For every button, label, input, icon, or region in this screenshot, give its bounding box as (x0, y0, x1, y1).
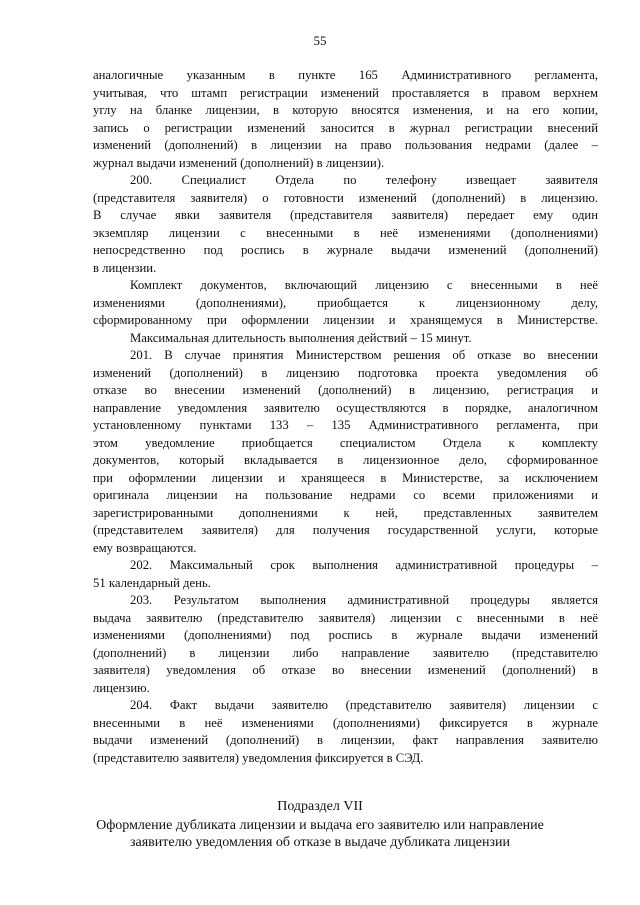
text-line: выдача заявителю (представителю заявителя) лицензии с внесенными в неё (93, 610, 598, 625)
text-line: отказе во внесении изменений (дополнений) в лицензию, регистрация и (93, 383, 598, 397)
body-text (93, 67, 598, 767)
text-line: заявителя) уведомления об отказе во внесении изменений (дополнений) в (93, 663, 598, 677)
subsection-subtitle-line-2: заявителю уведомления об отказе в выдаче дубликата лицензии (129, 835, 511, 850)
text-line: Комплект документов, включающий лицензию с внесенными в неё (130, 278, 598, 292)
text-line: 202. Максимальный срок выполнения административной процедуры – (130, 558, 598, 572)
text-line: В случае явки заявителя (представителя заявителя) передает ему один (93, 208, 598, 222)
text-line: 204. Факт выдачи заявителю (представителю заявителя) лицензии с (130, 698, 598, 712)
text-line: зарегистрированными дополнениями к ней, представленных заявителем (93, 505, 598, 520)
text-line: изменениями (дополнениями) под роспись в журнале выдачи изменений (93, 628, 598, 642)
text-line: Максимальная длительность выполнения действий – 15 минут. (130, 330, 472, 345)
text-line: журнал выдачи изменений (дополнений) в лицензии). (93, 155, 385, 170)
text-line: 201. В случае принятия Министерством решения об отказе во внесении (130, 348, 598, 362)
text-line: экземпляр лицензии с внесенными в неё изменениями (дополнениями) (93, 225, 598, 240)
text-line: (представителем заявителя) для получения государственной услуги, которые (93, 523, 598, 537)
text-line: выдачи изменений (дополнений) в лицензии, факт направления заявителю (93, 733, 598, 747)
text-line: непосредственно под роспись в журнале выдачи изменений (дополнений) (93, 243, 598, 257)
text-line: (представителя заявителя) о готовности изменений (дополнений) в лицензию. (93, 190, 598, 205)
text-line: учитывая, что штамп регистрации изменений проставляется в правом верхнем (93, 85, 598, 100)
text-line: углу на бланке лицензии, в которую вносятся изменения, и на его копии, (93, 103, 598, 117)
text-line: документов, который вкладывается в лицензионное дело, сформированное (93, 453, 598, 467)
text-line: установленному пунктами 133 – 135 Административного регламента, при (93, 418, 598, 432)
subsection-subtitle-line-1: Оформление дубликата лицензии и выдача его заявителю или направление (96, 818, 544, 833)
text-line: направление уведомления заявителю осуществляются в порядке, аналогичном (93, 400, 598, 415)
text-line: 203. Результатом выполнения административной процедуры является (130, 593, 598, 607)
text-line: при оформлении лицензии и хранящееся в Министерстве, за исключением (93, 470, 598, 485)
page-number: 55 (313, 33, 327, 48)
text-line: изменений (дополнений) в лицензии на право пользования недрами (далее – (93, 138, 598, 152)
text-line: лицензию. (93, 680, 150, 695)
text-line: изменениями (дополнениями), приобщается к лицензионному делу, (93, 295, 598, 310)
text-line: (дополнений) в лицензии либо направление заявителю (представителю (93, 645, 598, 660)
text-line: этом уведомление приобщается специалистом Отдела к комплекту (93, 435, 598, 450)
text-line: оригинала лицензии на пользование недрами со всеми приложениями и (93, 488, 598, 502)
text-line: изменений (дополнений) в лицензию подготовка проекта уведомления об (93, 365, 598, 380)
text-line: 51 календарный день. (93, 575, 211, 590)
text-line: в лицензии. (93, 260, 157, 275)
text-line: внесенными в неё изменениями (дополнениями) фиксируется в журнале (93, 715, 598, 730)
text-line: запись о регистрации изменений заносится в журнал регистрации внесений (93, 120, 598, 135)
text-line: аналогичные указанным в пункте 165 Административного регламента, (93, 68, 598, 82)
text-line: сформированному при оформлении лицензии и хранящемуся в Министерстве. (93, 313, 598, 327)
text-line: ему возвращаются. (93, 540, 197, 555)
subsection-title: Подраздел VII (277, 799, 363, 814)
text-line: 200. Специалист Отдела по телефону извещает заявителя (130, 173, 598, 187)
text-line: (представителю заявителя) уведомления фиксируется в СЭД. (93, 750, 424, 765)
